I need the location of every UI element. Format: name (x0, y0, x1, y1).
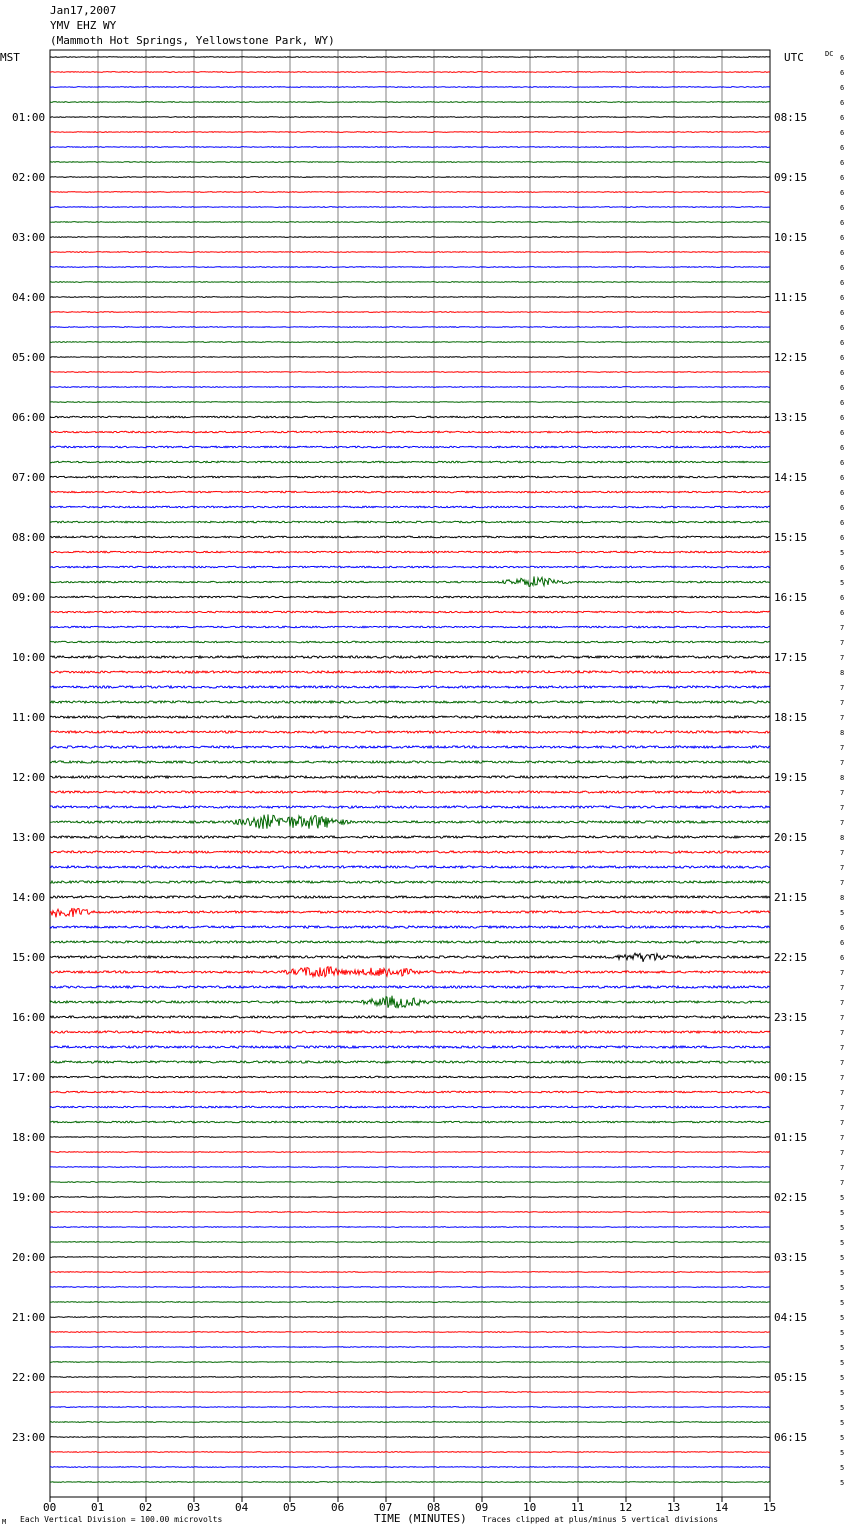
trace-line (50, 446, 770, 448)
dc-offset-value: 5 (840, 1239, 845, 1247)
trace-line (50, 641, 770, 643)
dc-offset-value: 6 (840, 264, 845, 272)
trace-line (50, 1407, 770, 1408)
trace-line (50, 814, 770, 828)
x-tick-label: 10 (523, 1501, 537, 1514)
trace-line (50, 1227, 770, 1228)
dc-offset-value: 6 (840, 234, 845, 242)
dc-offset-value: 7 (840, 1014, 845, 1022)
trace-line (50, 551, 770, 553)
dc-offset-value: 6 (840, 129, 845, 137)
dc-offset-value: 5 (840, 1209, 845, 1217)
trace-line (50, 656, 770, 658)
right-hour-label: 13:15 (774, 411, 808, 424)
dc-offset-value: 5 (840, 1344, 845, 1352)
dc-offset-value: 6 (840, 489, 845, 497)
trace-line (50, 836, 770, 838)
trace-line (50, 282, 770, 283)
left-hour-label: 17:00 (12, 1071, 46, 1084)
dc-offset-value: 6 (840, 609, 845, 617)
x-tick-label: 13 (667, 1501, 681, 1514)
dc-offset-value: 5 (840, 1374, 845, 1382)
x-tick-label: 02 (139, 1501, 153, 1514)
trace-line (50, 461, 770, 463)
trace-line (50, 1242, 770, 1243)
trace-line (50, 1362, 770, 1363)
trace-line (50, 1452, 770, 1453)
trace-line (50, 576, 770, 586)
trace-line (50, 776, 770, 778)
dc-offset-value: 7 (840, 849, 845, 857)
trace-line (50, 342, 770, 343)
dc-offset-value: 7 (840, 1134, 845, 1142)
trace-line (50, 881, 770, 883)
dc-offset-value: 8 (840, 729, 845, 737)
dc-offset-value: 7 (840, 684, 845, 692)
trace-line (50, 596, 770, 598)
trace-line (50, 192, 770, 193)
dc-offset-value: 5 (840, 1299, 845, 1307)
trace-line (50, 72, 770, 73)
right-hour-label: 00:15 (774, 1071, 808, 1084)
dc-offset-value: 7 (840, 819, 845, 827)
dc-offset-value: 7 (840, 1059, 845, 1067)
trace-line (50, 1287, 770, 1288)
right-timezone-label: UTC (784, 51, 804, 64)
header-location: (Mammoth Hot Springs, Yellowstone Park, WY) (50, 34, 335, 47)
x-tick-label: 05 (283, 1501, 297, 1514)
trace-line (50, 102, 770, 103)
trace-line (50, 327, 770, 328)
trace-line (50, 312, 770, 313)
dc-offset-value: 5 (840, 1359, 845, 1367)
trace-line (50, 297, 770, 298)
header-date: Jan17,2007 (50, 4, 117, 17)
dc-offset-value: 5 (840, 579, 845, 587)
dc-offset-value: 7 (840, 969, 845, 977)
dc-offset-value: 5 (840, 1224, 845, 1232)
dc-offset-value: 7 (840, 759, 845, 767)
right-hour-label: 02:15 (774, 1191, 808, 1204)
right-hour-label: 15:15 (774, 531, 808, 544)
left-hour-label: 18:00 (12, 1131, 46, 1144)
x-tick-label: 12 (619, 1501, 633, 1514)
left-hour-label: 02:00 (12, 171, 46, 184)
trace-line (50, 117, 770, 118)
dc-offset-value: 7 (840, 654, 845, 662)
dc-offset-value: 8 (840, 894, 845, 902)
dc-offset-value: 5 (840, 1194, 845, 1202)
dc-label: DC (825, 50, 834, 58)
dc-offset-value: 5 (840, 1479, 845, 1487)
dc-offset-value: 7 (840, 1149, 845, 1157)
dc-offset-value: 7 (840, 1044, 845, 1052)
dc-offset-value: 7 (840, 804, 845, 812)
dc-offset-value: 7 (840, 1029, 845, 1037)
trace-line (50, 626, 770, 628)
dc-offset-value: 5 (840, 1269, 845, 1277)
dc-offset-value: 7 (840, 1074, 845, 1082)
x-tick-label: 06 (331, 1501, 345, 1514)
left-hour-label: 16:00 (12, 1011, 46, 1024)
dc-offset-value: 7 (840, 1104, 845, 1112)
x-tick-label: 08 (427, 1501, 441, 1514)
trace-line (50, 1106, 770, 1108)
dc-offset-value: 6 (840, 954, 845, 962)
dc-offset-value: 5 (840, 1314, 845, 1322)
left-hour-label: 19:00 (12, 1191, 46, 1204)
trace-line (50, 1332, 770, 1333)
trace-line (50, 476, 770, 478)
trace-line (50, 701, 770, 703)
dc-offset-value: 6 (840, 204, 845, 212)
dc-offset-value: 6 (840, 939, 845, 947)
trace-line (50, 1437, 770, 1438)
dc-offset-value: 5 (840, 1284, 845, 1292)
dc-offset-value: 7 (840, 624, 845, 632)
trace-line (50, 1167, 770, 1168)
dc-offset-value: 6 (840, 564, 845, 572)
dc-offset-value: 8 (840, 669, 845, 677)
dc-offset-value: 6 (840, 69, 845, 77)
dc-offset-value: 7 (840, 714, 845, 722)
trace-line (50, 177, 770, 178)
left-timezone-label: MST (0, 51, 20, 64)
left-hour-label: 10:00 (12, 651, 46, 664)
left-hour-label: 12:00 (12, 771, 46, 784)
trace-line (50, 1031, 770, 1033)
x-tick-label: 15 (763, 1501, 777, 1514)
trace-line (50, 1076, 770, 1078)
trace-line (50, 162, 770, 163)
right-hour-label: 05:15 (774, 1371, 808, 1384)
dc-offset-value: 6 (840, 99, 845, 107)
trace-line (50, 791, 770, 793)
right-hour-label: 12:15 (774, 351, 808, 364)
dc-offset-value: 5 (840, 1254, 845, 1262)
trace-line (50, 731, 770, 733)
dc-offset-value: 6 (840, 459, 845, 467)
left-hour-label: 11:00 (12, 711, 46, 724)
trace-line (50, 986, 770, 988)
dc-offset-value: 7 (840, 639, 845, 647)
trace-line (50, 57, 770, 58)
left-hour-label: 20:00 (12, 1251, 46, 1264)
trace-line (50, 851, 770, 853)
dc-offset-value: 7 (840, 1164, 845, 1172)
dc-offset-value: 6 (840, 219, 845, 227)
trace-line (50, 1061, 770, 1063)
dc-offset-value: 6 (840, 399, 845, 407)
left-hour-label: 23:00 (12, 1431, 46, 1444)
dc-offset-value: 7 (840, 999, 845, 1007)
trace-line (50, 87, 770, 88)
right-hour-label: 08:15 (774, 111, 808, 124)
dc-offset-value: 6 (840, 324, 845, 332)
x-tick-label: 01 (91, 1501, 105, 1514)
right-hour-label: 21:15 (774, 891, 808, 904)
trace-group (50, 54, 844, 1487)
header-station: YMV EHZ WY (50, 19, 117, 32)
trace-line (50, 372, 770, 373)
trace-line (50, 967, 770, 977)
trace-line (50, 402, 770, 403)
right-hour-label: 16:15 (774, 591, 808, 604)
trace-line (50, 1317, 770, 1318)
dc-offset-value: 6 (840, 249, 845, 257)
left-hour-label: 14:00 (12, 891, 46, 904)
right-hour-label: 04:15 (774, 1311, 808, 1324)
trace-line (50, 611, 770, 613)
left-hour-label: 03:00 (12, 231, 46, 244)
dc-offset-value: 7 (840, 864, 845, 872)
trace-line (50, 1152, 770, 1153)
trace-line (50, 1302, 770, 1303)
dc-offset-value: 6 (840, 414, 845, 422)
dc-offset-value: 6 (840, 294, 845, 302)
x-tick-label: 14 (715, 1501, 729, 1514)
trace-line (50, 1046, 770, 1048)
x-tick-label: 09 (475, 1501, 489, 1514)
trace-line (50, 1482, 770, 1483)
trace-line (50, 521, 770, 523)
footer-scale-note: Each Vertical Division = 100.00 microvolts (20, 1515, 223, 1524)
trace-line (50, 908, 770, 917)
trace-line (50, 1137, 770, 1138)
trace-line (50, 147, 770, 148)
trace-line (50, 357, 770, 358)
dc-offset-value: 6 (840, 159, 845, 167)
right-hour-label: 23:15 (774, 1011, 808, 1024)
left-hour-label: 06:00 (12, 411, 46, 424)
trace-line (50, 806, 770, 808)
dc-offset-value: 7 (840, 699, 845, 707)
dc-offset-value: 8 (840, 774, 845, 782)
trace-line (50, 926, 770, 928)
dc-offset-value: 5 (840, 1434, 845, 1442)
dc-offset-value: 5 (840, 909, 845, 917)
dc-offset-value: 6 (840, 339, 845, 347)
left-hour-label: 05:00 (12, 351, 46, 364)
trace-line (50, 1182, 770, 1183)
right-hour-label: 06:15 (774, 1431, 808, 1444)
trace-line (50, 1467, 770, 1468)
x-tick-label: 07 (379, 1501, 393, 1514)
dc-offset-value: 6 (840, 594, 845, 602)
dc-offset-value: 7 (840, 789, 845, 797)
trace-line (50, 1197, 770, 1198)
dc-offset-value: 6 (840, 189, 845, 197)
dc-offset-value: 6 (840, 519, 845, 527)
left-hour-label: 01:00 (12, 111, 46, 124)
trace-line (50, 1347, 770, 1348)
dc-offset-value: 6 (840, 504, 845, 512)
dc-offset-value: 5 (840, 1419, 845, 1427)
trace-line (50, 1121, 770, 1123)
right-hour-label: 11:15 (774, 291, 808, 304)
left-hour-label: 13:00 (12, 831, 46, 844)
dc-offset-value: 5 (840, 549, 845, 557)
trace-line (50, 761, 770, 763)
trace-line (50, 491, 770, 493)
dc-offset-value: 5 (840, 1449, 845, 1457)
trace-line (50, 671, 770, 673)
dc-offset-value: 7 (840, 879, 845, 887)
trace-line (50, 996, 770, 1009)
dc-offset-value: 6 (840, 84, 845, 92)
right-hour-label: 19:15 (774, 771, 808, 784)
trace-line (50, 746, 770, 748)
left-hour-label: 07:00 (12, 471, 46, 484)
trace-line (50, 431, 770, 433)
right-hour-label: 22:15 (774, 951, 808, 964)
dc-offset-value: 6 (840, 144, 845, 152)
dc-offset-value: 5 (840, 1389, 845, 1397)
dc-offset-value: 7 (840, 1119, 845, 1127)
dc-offset-value: 7 (840, 1179, 845, 1187)
trace-line (50, 1212, 770, 1213)
trace-line (50, 132, 770, 133)
trace-line (50, 1377, 770, 1378)
dc-offset-value: 6 (840, 369, 845, 377)
dc-offset-value: 8 (840, 834, 845, 842)
trace-line (50, 896, 770, 898)
dc-offset-value: 6 (840, 174, 845, 182)
dc-offset-value: 5 (840, 1464, 845, 1472)
left-hour-label: 04:00 (12, 291, 46, 304)
trace-line (50, 941, 770, 943)
trace-line (50, 686, 770, 688)
trace-line (50, 1016, 770, 1018)
x-tick-label: 00 (43, 1501, 57, 1514)
trace-line (50, 252, 770, 253)
dc-offset-value: 6 (840, 54, 845, 62)
trace-line (50, 207, 770, 208)
right-hour-label: 01:15 (774, 1131, 808, 1144)
trace-line (50, 237, 770, 238)
trace-line (50, 222, 770, 223)
dc-offset-value: 6 (840, 279, 845, 287)
x-axis-label: TIME (MINUTES) (374, 1512, 467, 1525)
dc-offset-value: 6 (840, 429, 845, 437)
dc-offset-value: 7 (840, 984, 845, 992)
dc-offset-value: 6 (840, 444, 845, 452)
footer-clip-note: Traces clipped at plus/minus 5 vertical divisions (482, 1515, 719, 1524)
left-hour-label: 22:00 (12, 1371, 46, 1384)
right-hour-label: 20:15 (774, 831, 808, 844)
trace-line (50, 536, 770, 538)
left-hour-label: 15:00 (12, 951, 46, 964)
dc-offset-value: 6 (840, 474, 845, 482)
dc-offset-value: 5 (840, 1329, 845, 1337)
trace-line (50, 416, 770, 418)
trace-line (50, 566, 770, 568)
left-hour-label: 09:00 (12, 591, 46, 604)
footer-left-mark: M (2, 1518, 7, 1526)
trace-line (50, 1272, 770, 1273)
x-tick-label: 04 (235, 1501, 249, 1514)
dc-offset-value: 7 (840, 1089, 845, 1097)
dc-offset-value: 6 (840, 354, 845, 362)
trace-line (50, 506, 770, 508)
right-hour-label: 09:15 (774, 171, 808, 184)
dc-offset-value: 6 (840, 534, 845, 542)
trace-line (50, 953, 770, 962)
right-hour-label: 10:15 (774, 231, 808, 244)
dc-offset-value: 7 (840, 744, 845, 752)
dc-offset-value: 6 (840, 309, 845, 317)
trace-line (50, 1392, 770, 1393)
trace-line (50, 1257, 770, 1258)
trace-line (50, 1422, 770, 1423)
dc-offset-value: 6 (840, 384, 845, 392)
dc-offset-value: 6 (840, 924, 845, 932)
x-tick-label: 03 (187, 1501, 201, 1514)
trace-line (50, 866, 770, 868)
dc-offset-value: 6 (840, 114, 845, 122)
right-hour-label: 03:15 (774, 1251, 808, 1264)
left-hour-label: 08:00 (12, 531, 46, 544)
trace-line (50, 387, 770, 388)
right-hour-label: 18:15 (774, 711, 808, 724)
right-hour-label: 14:15 (774, 471, 808, 484)
trace-line (50, 716, 770, 718)
left-hour-label: 21:00 (12, 1311, 46, 1324)
x-tick-label: 11 (571, 1501, 585, 1514)
trace-line (50, 267, 770, 268)
trace-line (50, 1091, 770, 1093)
dc-offset-value: 5 (840, 1404, 845, 1412)
right-hour-label: 17:15 (774, 651, 808, 664)
